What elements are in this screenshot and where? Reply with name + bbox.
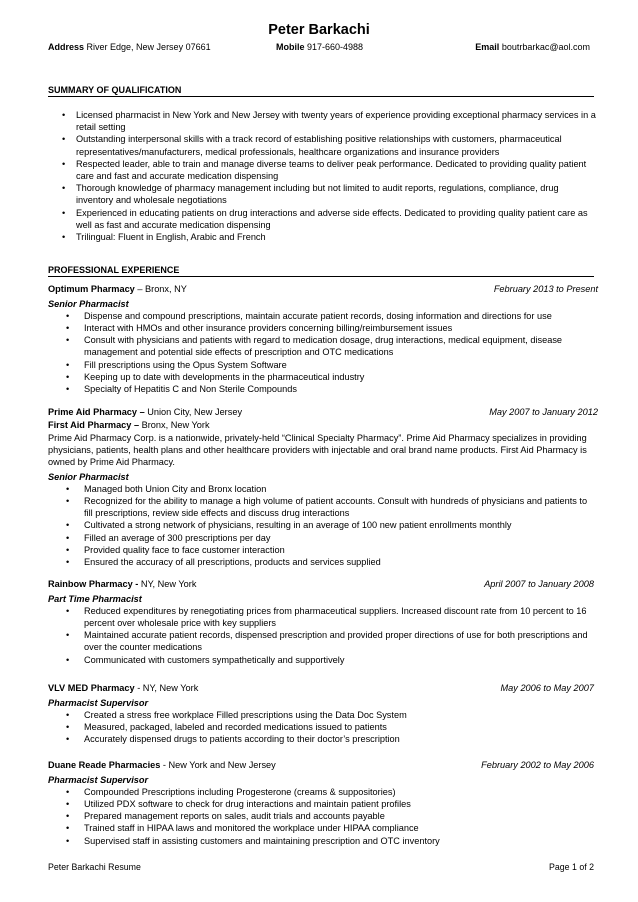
job-duane-reade bbox=[48, 759, 598, 847]
mobile-label: Mobile bbox=[276, 42, 305, 52]
email-value: boutrbarkac@aol.com bbox=[501, 42, 590, 52]
duty-item: • Compounded Prescriptions including Progesterone (creams & suppositories) bbox=[48, 786, 598, 798]
duty-item: • Dispense and compound prescriptions, maintain accurate patient records, dosing information and directions for use bbox=[48, 310, 598, 322]
duty-item: • Communicated with customers sympathetically and supportively bbox=[48, 654, 598, 666]
experience-heading: PROFESSIONAL EXPERIENCE bbox=[48, 265, 594, 277]
job-header bbox=[48, 283, 598, 296]
job-dates: April 2007 to January 2008 bbox=[484, 579, 594, 589]
summary-item: • Experienced in educating patients on drug interactions and adverse side effects. Dedicated to providing quality patient care as well as fast and accurate medication dispensing bbox=[48, 207, 596, 231]
job-duties bbox=[48, 310, 598, 395]
address bbox=[48, 42, 211, 52]
duty-item: • Cultivated a strong network of physicians, resulting in an average of 100 new patient enrollments monthly bbox=[48, 519, 598, 531]
job-role: Pharmacist Supervisor bbox=[48, 697, 149, 708]
job-duties bbox=[48, 483, 598, 568]
duty-item: • Measured, packaged, labeled and recorded medications issued to patients bbox=[48, 721, 598, 733]
email bbox=[475, 42, 590, 52]
job-role: Senior Pharmacist bbox=[48, 298, 129, 309]
job-header bbox=[48, 682, 598, 695]
job-dates: February 2002 to May 2006 bbox=[481, 760, 594, 770]
duty-item: • Managed both Union City and Bronx location bbox=[48, 483, 598, 495]
job-dates: May 2006 to May 2007 bbox=[500, 683, 594, 693]
duty-item: • Utilized PDX software to check for drug interactions and maintain patient profiles bbox=[48, 798, 598, 810]
duty-item: • Fill prescriptions using the Opus System Software bbox=[48, 359, 598, 371]
company-location: NY, New York bbox=[138, 579, 197, 589]
summary-list bbox=[48, 109, 596, 243]
mobile-value: 917-660-4988 bbox=[307, 42, 364, 52]
duty-item: • Reduced expenditures by renegotiating prices from pharmaceutical suppliers. Increased discount rate from 10 percent to 16 percent over wholesale price with key suppliers bbox=[48, 605, 598, 629]
duty-item: • Accurately dispensed drugs to patients according to their doctor’s prescription bbox=[48, 733, 598, 745]
mobile bbox=[276, 42, 363, 52]
company-name: Optimum Pharmacy bbox=[48, 284, 135, 294]
company-location-secondary: Bronx, New York bbox=[139, 419, 210, 430]
duty-item: • Specialty of Hepatitis C and Non Sterile Compounds bbox=[48, 383, 598, 395]
address-value: River Edge, New Jersey 07661 bbox=[86, 42, 211, 52]
job-role: Senior Pharmacist bbox=[48, 471, 129, 482]
job-header-secondary bbox=[48, 419, 598, 432]
duty-item: • Supervised staff in assisting customers and maintaining prescription and OTC inventory bbox=[48, 835, 598, 847]
footer-title: Peter Barkachi Resume bbox=[48, 862, 141, 872]
job-role: Pharmacist Supervisor bbox=[48, 774, 149, 785]
company-location: – Bronx, NY bbox=[134, 284, 187, 294]
company-name: Rainbow Pharmacy - bbox=[48, 579, 139, 589]
job-header bbox=[48, 578, 598, 591]
job-duties bbox=[48, 709, 598, 746]
job-vlv-med bbox=[48, 682, 598, 745]
duty-item: • Consult with physicians and patients with regard to medication dosage, drug interactions, medical equipment, disease management and potential side effects of prescription and OTC medications bbox=[48, 334, 598, 358]
candidate-name: Peter Barkachi bbox=[268, 22, 370, 38]
company-name: Duane Reade Pharmacies bbox=[48, 760, 161, 770]
page-number: Page 1 of 2 bbox=[549, 862, 594, 872]
duty-item: • Ensured the accuracy of all prescriptions, products and services supplied bbox=[48, 556, 598, 568]
duty-item: • Recognized for the ability to manage a high volume of patient accounts. Consult with hundreds of physicians and patients to fill prescriptions, review side effects and discuss drug interactions bbox=[48, 495, 598, 519]
job-header bbox=[48, 759, 598, 772]
company-location: Union City, New Jersey bbox=[144, 407, 243, 417]
job-dates: May 2007 to January 2012 bbox=[489, 407, 598, 417]
duty-item: • Interact with HMOs and other insurance providers concerning billing/reimbursement issues bbox=[48, 322, 598, 334]
summary-item: • Licensed pharmacist in New York and New Jersey with twenty years of experience providing exceptional pharmacy services in a retail setting bbox=[48, 109, 596, 133]
address-label: Address bbox=[48, 42, 85, 52]
duty-item: • Keeping up to date with developments in the pharmaceutical industry bbox=[48, 371, 598, 383]
company-location: - NY, New York bbox=[134, 683, 199, 693]
summary-item: • Outstanding interpersonal skills with a track record of establishing positive relationships with customers, pharmaceutical representatives/manufacturers, medical professionals, healthcare organizations and insurance providers bbox=[48, 133, 596, 157]
job-duties bbox=[48, 605, 598, 666]
summary-item: • Respected leader, able to train and manage diverse teams to deliver peak performance. Dedicated to providing quality patient care and fast and accurate medication dispensing bbox=[48, 158, 596, 182]
duty-item: • Provided quality face to face customer interaction bbox=[48, 544, 598, 556]
job-duties bbox=[48, 786, 598, 847]
duty-item: • Created a stress free workplace Filled prescriptions using the Data Doc System bbox=[48, 709, 598, 721]
summary-item: • Trilingual: Fluent in English, Arabic and French bbox=[48, 231, 596, 243]
summary-item: • Thorough knowledge of pharmacy management including but not limited to audit reports, regulations, compliance, drug inventory and wholesale negotiations bbox=[48, 182, 596, 206]
job-dates: February 2013 to Present bbox=[493, 284, 598, 294]
duty-item: • Prepared management reports on sales, audit trials and accounts payable bbox=[48, 810, 598, 822]
company-location: - New York and New Jersey bbox=[160, 760, 276, 770]
page-footer bbox=[48, 862, 594, 872]
duty-item: • Trained staff in HIPAA laws and monitored the workplace under HIPAA compliance bbox=[48, 822, 598, 834]
company-description: Prime Aid Pharmacy Corp. is a nationwide, privately-held “Clinical Specialty Pharmacy”. Prime Aid Pharmacy specializes in providing physicians, patients, health plans and other healthcare providers with injectable and oral brand name products. First Aid Pharmacy is owned by Prime Aid Pharmacy. bbox=[48, 433, 587, 468]
company-name: Prime Aid Pharmacy – bbox=[48, 407, 145, 417]
job-optimum bbox=[48, 283, 598, 395]
company-name-secondary: First Aid Pharmacy – bbox=[48, 419, 140, 430]
duty-item: • Maintained accurate patient records, dispensed prescription and provided proper directions of use for both prescriptions and over the counter medications bbox=[48, 629, 598, 653]
email-label: Email bbox=[475, 42, 500, 52]
summary-heading: SUMMARY OF QUALIFICATION bbox=[48, 85, 594, 97]
job-role: Part Time Pharmacist bbox=[48, 593, 142, 604]
job-prime-aid bbox=[48, 406, 598, 568]
job-header bbox=[48, 406, 598, 419]
company-name: VLV MED Pharmacy bbox=[48, 683, 135, 693]
duty-item: • Filled an average of 300 prescriptions per day bbox=[48, 532, 598, 544]
job-rainbow bbox=[48, 578, 598, 666]
